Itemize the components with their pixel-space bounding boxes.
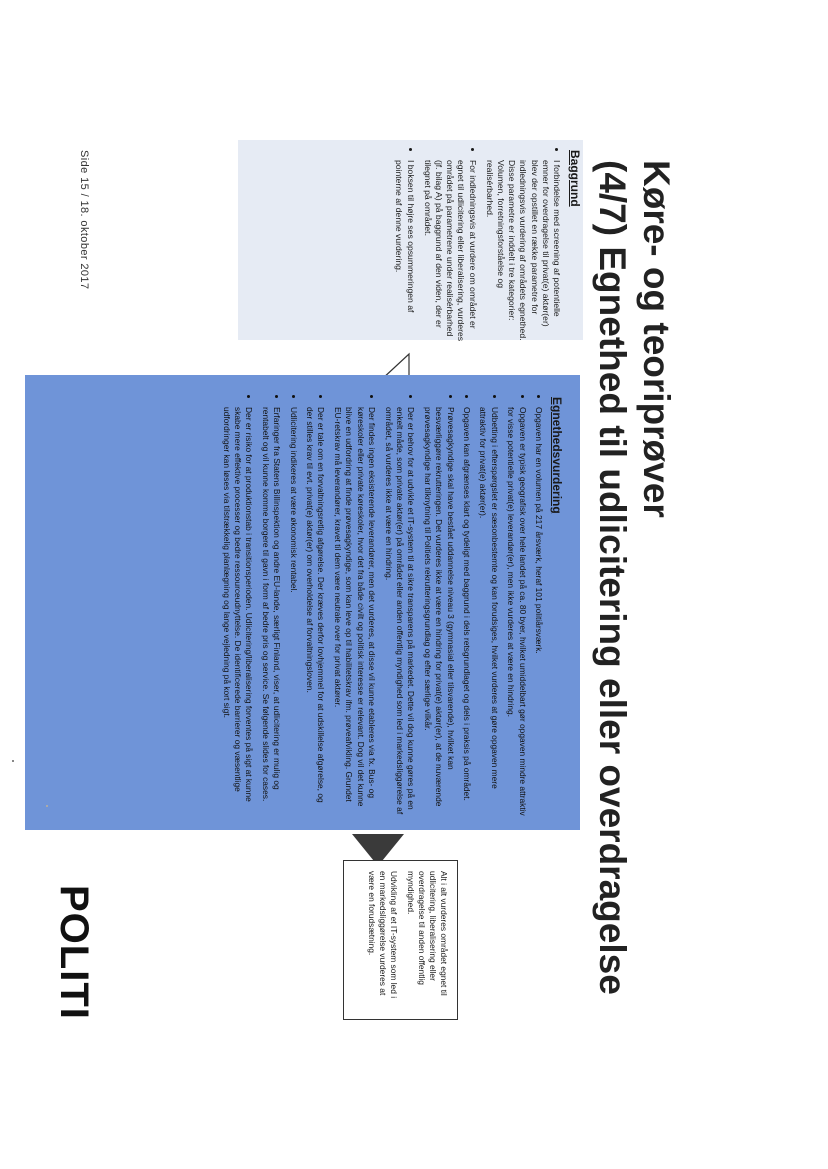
title-line-1: Køre- og teoriprøver bbox=[636, 160, 677, 518]
egnethed-bullet: • Der findes ingen eksisterende leverandører, men det vurderes, at disse vil kunne etableres via fx. Bus- og køreskoler eller private køreskoler, hvor det fra både civilt og politisk interesse er relevant. Dog vil det kunne blive en udfordring at finde prøvesagkyndige, som kan leve op til habilitetskrav ifm. prøveafvikling. Grundet EU-retskrav må leverandører, kravet til dem være neutrale over for privat aktører. bbox=[332, 407, 378, 816]
egnethed-bullet: • Erfaringer fra Statens Billinspektion og andre EU-lande, særligt Finland, viser, at udlicitering er mulig og rentabelt og vil kunne komme borgere til gavn i form af bedre pris og service. Se følgende slides for cases. bbox=[259, 407, 282, 816]
egnethed-bullet: • Opgaven er typisk geografisk over hele landet på ca. 80 byer, hvilket umiddelbart gør opgaven mindre attraktiv for visse potentielle privat(e) leverandør(er), men ikke vurderes at være en hindring. bbox=[505, 407, 528, 816]
egnethed-bullet: • Opgaven kan afgrænses klart og tydeligt med baggrund i dels retsgrundlaget og dels i praksis på området. bbox=[461, 407, 472, 816]
egnethed-bullet: • Der er tale om en forvaltningsretlig afgørelse. Der kræves derfor lovhjemmel for at udskillelse afgørelse, og der stilles krav til evt. privat(e) aktør(er) om overholdelse af forvaltningsloven. bbox=[304, 407, 327, 816]
conclusion-text-2: Udvikling af et IT-system som led i en markedsliggørelse vurderes at være en forudsætning. bbox=[367, 871, 399, 999]
egnethed-bullet: • Udlicitering indikeres at være økonomisk rentabel. bbox=[287, 407, 298, 816]
egnethed-panel bbox=[25, 375, 580, 830]
scan-speck bbox=[12, 760, 14, 762]
baggrund-heading: Baggrund bbox=[568, 150, 582, 207]
scan-speck bbox=[46, 805, 48, 807]
egnethed-list bbox=[220, 395, 544, 816]
politi-logo: POLITI bbox=[52, 885, 96, 1020]
egnethed-bullet: • Der er behov for at udvikle et IT-system til at sikre transparens på markedet. Dette vil dog kunne gøres på en enkelt måde, som private aktør(er) på området eller anden offentlig myndighed som led i markedsliggørelse af området, så vurderes ikke at være en hindring. bbox=[382, 407, 416, 816]
egnethed-heading: Egnethedsvurdering bbox=[550, 397, 564, 514]
conclusion-box bbox=[343, 860, 458, 1020]
conclusion-text-1: Alt i alt vurderes området egnet til udlicitering, liberalisering eller overdragelse til anden offentlig myndighed. bbox=[406, 871, 449, 996]
egnethed-bullet: • Opgaven har en volumen på 217 årsværk, heraf 101 politiårsværk. bbox=[533, 407, 544, 816]
baggrund-bullet: • I boksen til højre ses opsummeringen af pointerne af denne vurdering. bbox=[393, 160, 415, 342]
egnethed-bullet: • Prøvesagkyndige skal have bestået uddannelse niveau 3 (gymnasial eller tilsvarende), hvilket kan besværliggøre rekrutteringen. Det vurderes ikke at være en hindring for privat(e) aktør(er), at de nuværende prøvesagkyndige har tilknytning til Politiets rekrutteringsgrundlag og efter særlige vilkår. bbox=[421, 407, 455, 816]
title-line-2: (4/7) Egnethed til udlicitering eller overdragelse bbox=[592, 160, 633, 995]
egnethed-bullet: • Der er risiko for at produktionstab i transitionsperioden. Udlicitering/liberalisering forventes på sigt at kunne skabe mere effektive processer og bedre ressourceudnyttelse. De identificerede barrierer og væsentlige udfordringer kan løses via tilstrækkelig planlægning og lange vejledning på kort sigt. bbox=[220, 407, 254, 816]
slide-title bbox=[590, 160, 678, 1000]
baggrund-list bbox=[387, 148, 562, 342]
egnethed-bullet: • Udbetting i efterspørgslet er sæsonbestemte og kan forudsiges, hvilket vurderes at gøre opgaven mere attraktiv for privat(e) aktør(er). bbox=[477, 407, 500, 816]
page-footer: Side 15 / 18. oktober 2017 bbox=[78, 150, 90, 290]
baggrund-bullet: • I forbindelse med screening af potentielle emner for overdragelse til privat(e) aktør(er) blev der opstillet en række parametre for indledningsvis vurdering af områdets egnethed. Disse parametre er inddelt i tre kategorier: Volumen, forretningsforståelse og realisérbarhed. bbox=[484, 160, 562, 342]
baggrund-bullet: • For indledningsvis at vurdere om området er egnet til udlicitering eller liberalisering, vurderes området på parametrene under realisérbarhed (jf. bilag A) på baggrund af den viden, der er tilegnet på området. bbox=[422, 160, 478, 342]
